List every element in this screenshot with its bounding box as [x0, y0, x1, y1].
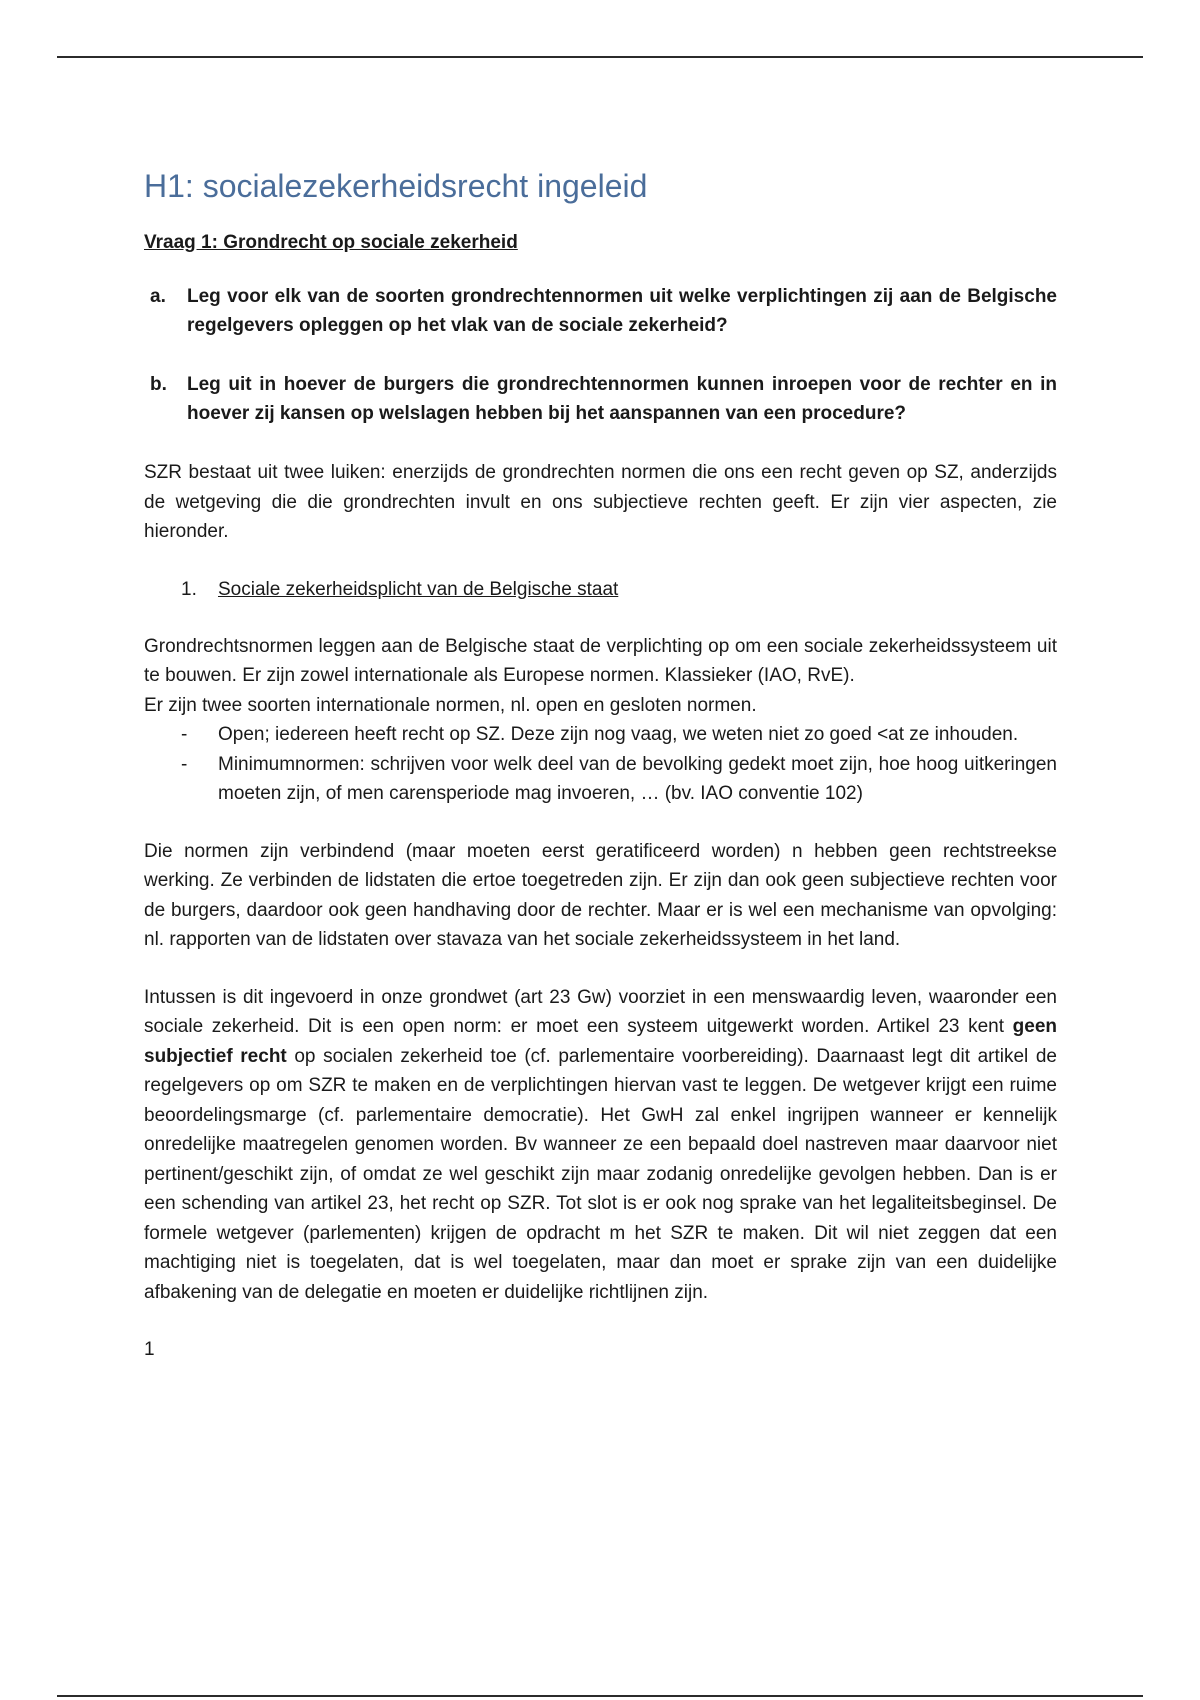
paragraph-text: op socialen zekerheid toe (cf. parlementaire voorbereiding). Daarnaast legt dit artikel de regelgevers op om SZR te maken en de verplichtingen hiervan vast te leggen. De wetgever krijgt een ruime beoordelingsmarge (cf. parlementaire democratie). Het GwH zal enkel ingrijpen wanneer er kennelijk onredelijke maatregelen genomen worden. Bv wanneer ze een bepaald doel nastreven maar daarvoor niet pertinent/geschikt zijn, of omdat ze wel geschikt zijn maar zodanig onredelijke gevolgen hebben. Dan is er een schending van artikel 23, het recht op SZR. Tot slot is er ook nog sprake van het legaliteitsbeginsel. De formele wetgever (parlementen) krijgen de opdracht m het SZR te maken. Dit wil niet zeggen dat een machtiging niet is toegelaten, dat is wel toegelaten, maar dan moet er sprake zijn van een duidelijke afbakening van de delegatie en moeten er duidelijke richtlijnen zijn.	[144, 1045, 1057, 1303]
footer-rule	[57, 1695, 1143, 1697]
paragraph-norm-types: Er zijn twee soorten internationale normen, nl. open en gesloten normen.	[144, 694, 757, 716]
bullet-dash: -	[181, 724, 188, 745]
list-item	[144, 750, 1057, 809]
question-text: Leg uit in hoever de burgers die grondrechtennormen kunnen inroepen voor de rechter en in hoever zij kansen op welslagen hebben bij het aanspannen van een procedure?	[187, 374, 1057, 424]
page-number: 1	[144, 1339, 155, 1360]
paragraph-binding: Die normen zijn verbindend (maar moeten eerst geratificeerd worden) n hebben geen rechtstreekse werking. Ze verbinden de lidstaten die ertoe toegetreden zijn. Er zijn dan ook geen subjectieve rechten voor de burgers, daardoor ook geen handhaving door de rechter. Maar er is wel een mechanisme van opvolging: nl. rapporten van de lidstaten over stavaza van het sociale zekerheidssysteem in het land.	[144, 840, 1057, 950]
paragraph-text: Intussen is dit ingevoerd in onze grondwet (art 23 Gw) voorziet in een menswaardig leven, waaronder een sociale zekerheid. Dit is een open norm: er moet een systeem uitgewerkt worden. Artikel 23 kent	[144, 986, 1057, 1037]
section-heading-1	[144, 575, 1057, 604]
intro-paragraph: SZR bestaat uit twee luiken: enerzijds de grondrechten normen die ons een recht geven op SZ, anderzijds de wetgeving die die grondrechten invult en ons subjectieve rechten geeft. Er zijn vier aspecten, zie hieronder.	[144, 462, 1057, 542]
header-rule	[57, 56, 1143, 58]
section-number: 1.	[181, 578, 197, 600]
question-b	[144, 370, 1057, 428]
question-label: a.	[150, 286, 166, 307]
bold-phrase: geen subjectief recht	[144, 1016, 1057, 1067]
section-title: Sociale zekerheidsplicht van de Belgische staat	[218, 578, 619, 600]
question-title: Vraag 1: Grondrecht op sociale zekerheid	[144, 232, 518, 253]
paragraph-norms: Grondrechtsnormen leggen aan de Belgische staat de verplichting op om een sociale zekerheidssysteem uit te bouwen. Er zijn zowel internationale als Europese normen. Klassieker (IAO, RvE).	[144, 635, 1057, 686]
chapter-heading: H1: socialezekerheidsrecht ingeleid	[144, 168, 648, 204]
question-a	[144, 282, 1057, 340]
question-label: b.	[150, 374, 167, 395]
bullet-list	[144, 720, 1057, 809]
document-body	[144, 160, 1057, 1364]
bullet-text: Open; iedereen heeft recht op SZ. Deze zijn nog vaag, we weten niet zo goed <at ze inhouden.	[218, 724, 1019, 745]
question-text: Leg voor elk van de soorten grondrechtennormen uit welke verplichtingen zij aan de Belgische regelgevers opleggen op het vlak van de sociale zekerheid?	[187, 286, 1057, 336]
bullet-text: Minimumnormen: schrijven voor welk deel van de bevolking gedekt moet zijn, hoe hoog uitkeringen moeten zijn, of men carensperiode mag invoeren, … (bv. IAO conventie 102)	[218, 753, 1057, 804]
paragraph-constitution	[144, 983, 1057, 1308]
bullet-dash: -	[181, 753, 188, 775]
list-item	[144, 720, 1057, 750]
